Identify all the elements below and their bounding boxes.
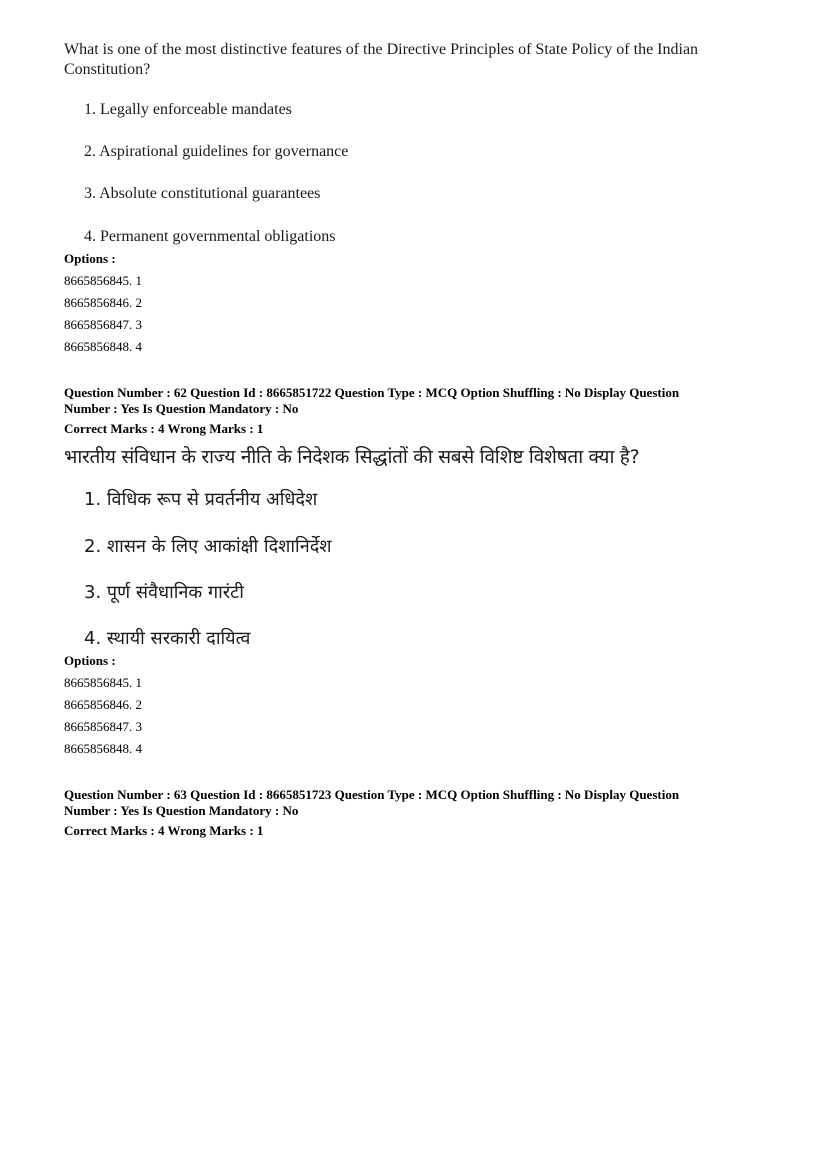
choice-hi-4: 4. स्थायी सरकारी दायित्व [84, 628, 251, 649]
choice-hi-3: 3. पूर्ण संवैधानिक गारंटी [84, 582, 244, 603]
choice-hi-2: 2. शासन के लिए आकांक्षी दिशानिर्देश [84, 536, 332, 557]
option-row: 8665856846. 2 [64, 697, 142, 712]
options-label: Options : [64, 251, 116, 266]
question-marks: Correct Marks : 4 Wrong Marks : 1 [64, 421, 264, 436]
option-row: 8665856846. 2 [64, 295, 142, 310]
option-row: 8665856845. 1 [64, 273, 142, 288]
choice-en-3: 3. Absolute constitutional guarantees [84, 185, 321, 202]
question-meta-line: Number : Yes Is Question Mandatory : No [64, 401, 299, 416]
options-label: Options : [64, 653, 116, 668]
option-row: 8665856847. 3 [64, 317, 142, 332]
choice-hi-1: 1. विधिक रूप से प्रवर्तनीय अधिदेश [84, 489, 318, 510]
question-63-meta [64, 787, 764, 839]
choice-en-4: 4. Permanent governmental obligations [84, 228, 336, 245]
question-61-text [64, 40, 764, 80]
choice-en-1: 1. Legally enforceable mandates [84, 101, 292, 118]
choice-en-2: 2. Aspirational guidelines for governance [84, 143, 349, 160]
option-row: 8665856845. 1 [64, 675, 142, 690]
question-62-meta [64, 385, 764, 437]
question-61-options [64, 251, 764, 267]
question-meta-line: Question Number : 62 Question Id : 8665851722 Question Type : MCQ Option Shuffling : No Display Question [64, 385, 680, 400]
question-text-en: What is one of the most distinctive features of the Directive Principles of State Policy of the Indian Constitution? [64, 41, 699, 78]
question-meta-line: Number : Yes Is Question Mandatory : No [64, 803, 299, 818]
option-row: 8665856848. 4 [64, 741, 142, 756]
option-row: 8665856847. 3 [64, 719, 142, 734]
question-62-text [64, 445, 764, 469]
option-row: 8665856848. 4 [64, 339, 142, 354]
question-marks: Correct Marks : 4 Wrong Marks : 1 [64, 823, 264, 838]
question-meta-line: Question Number : 63 Question Id : 8665851723 Question Type : MCQ Option Shuffling : No Display Question [64, 787, 680, 802]
question-62-options [64, 653, 764, 669]
question-text-hi: भारतीय संविधान के राज्य नीति के निदेशक सिद्धांतों की सबसे विशिष्ट विशेषता क्या है? [64, 446, 640, 468]
